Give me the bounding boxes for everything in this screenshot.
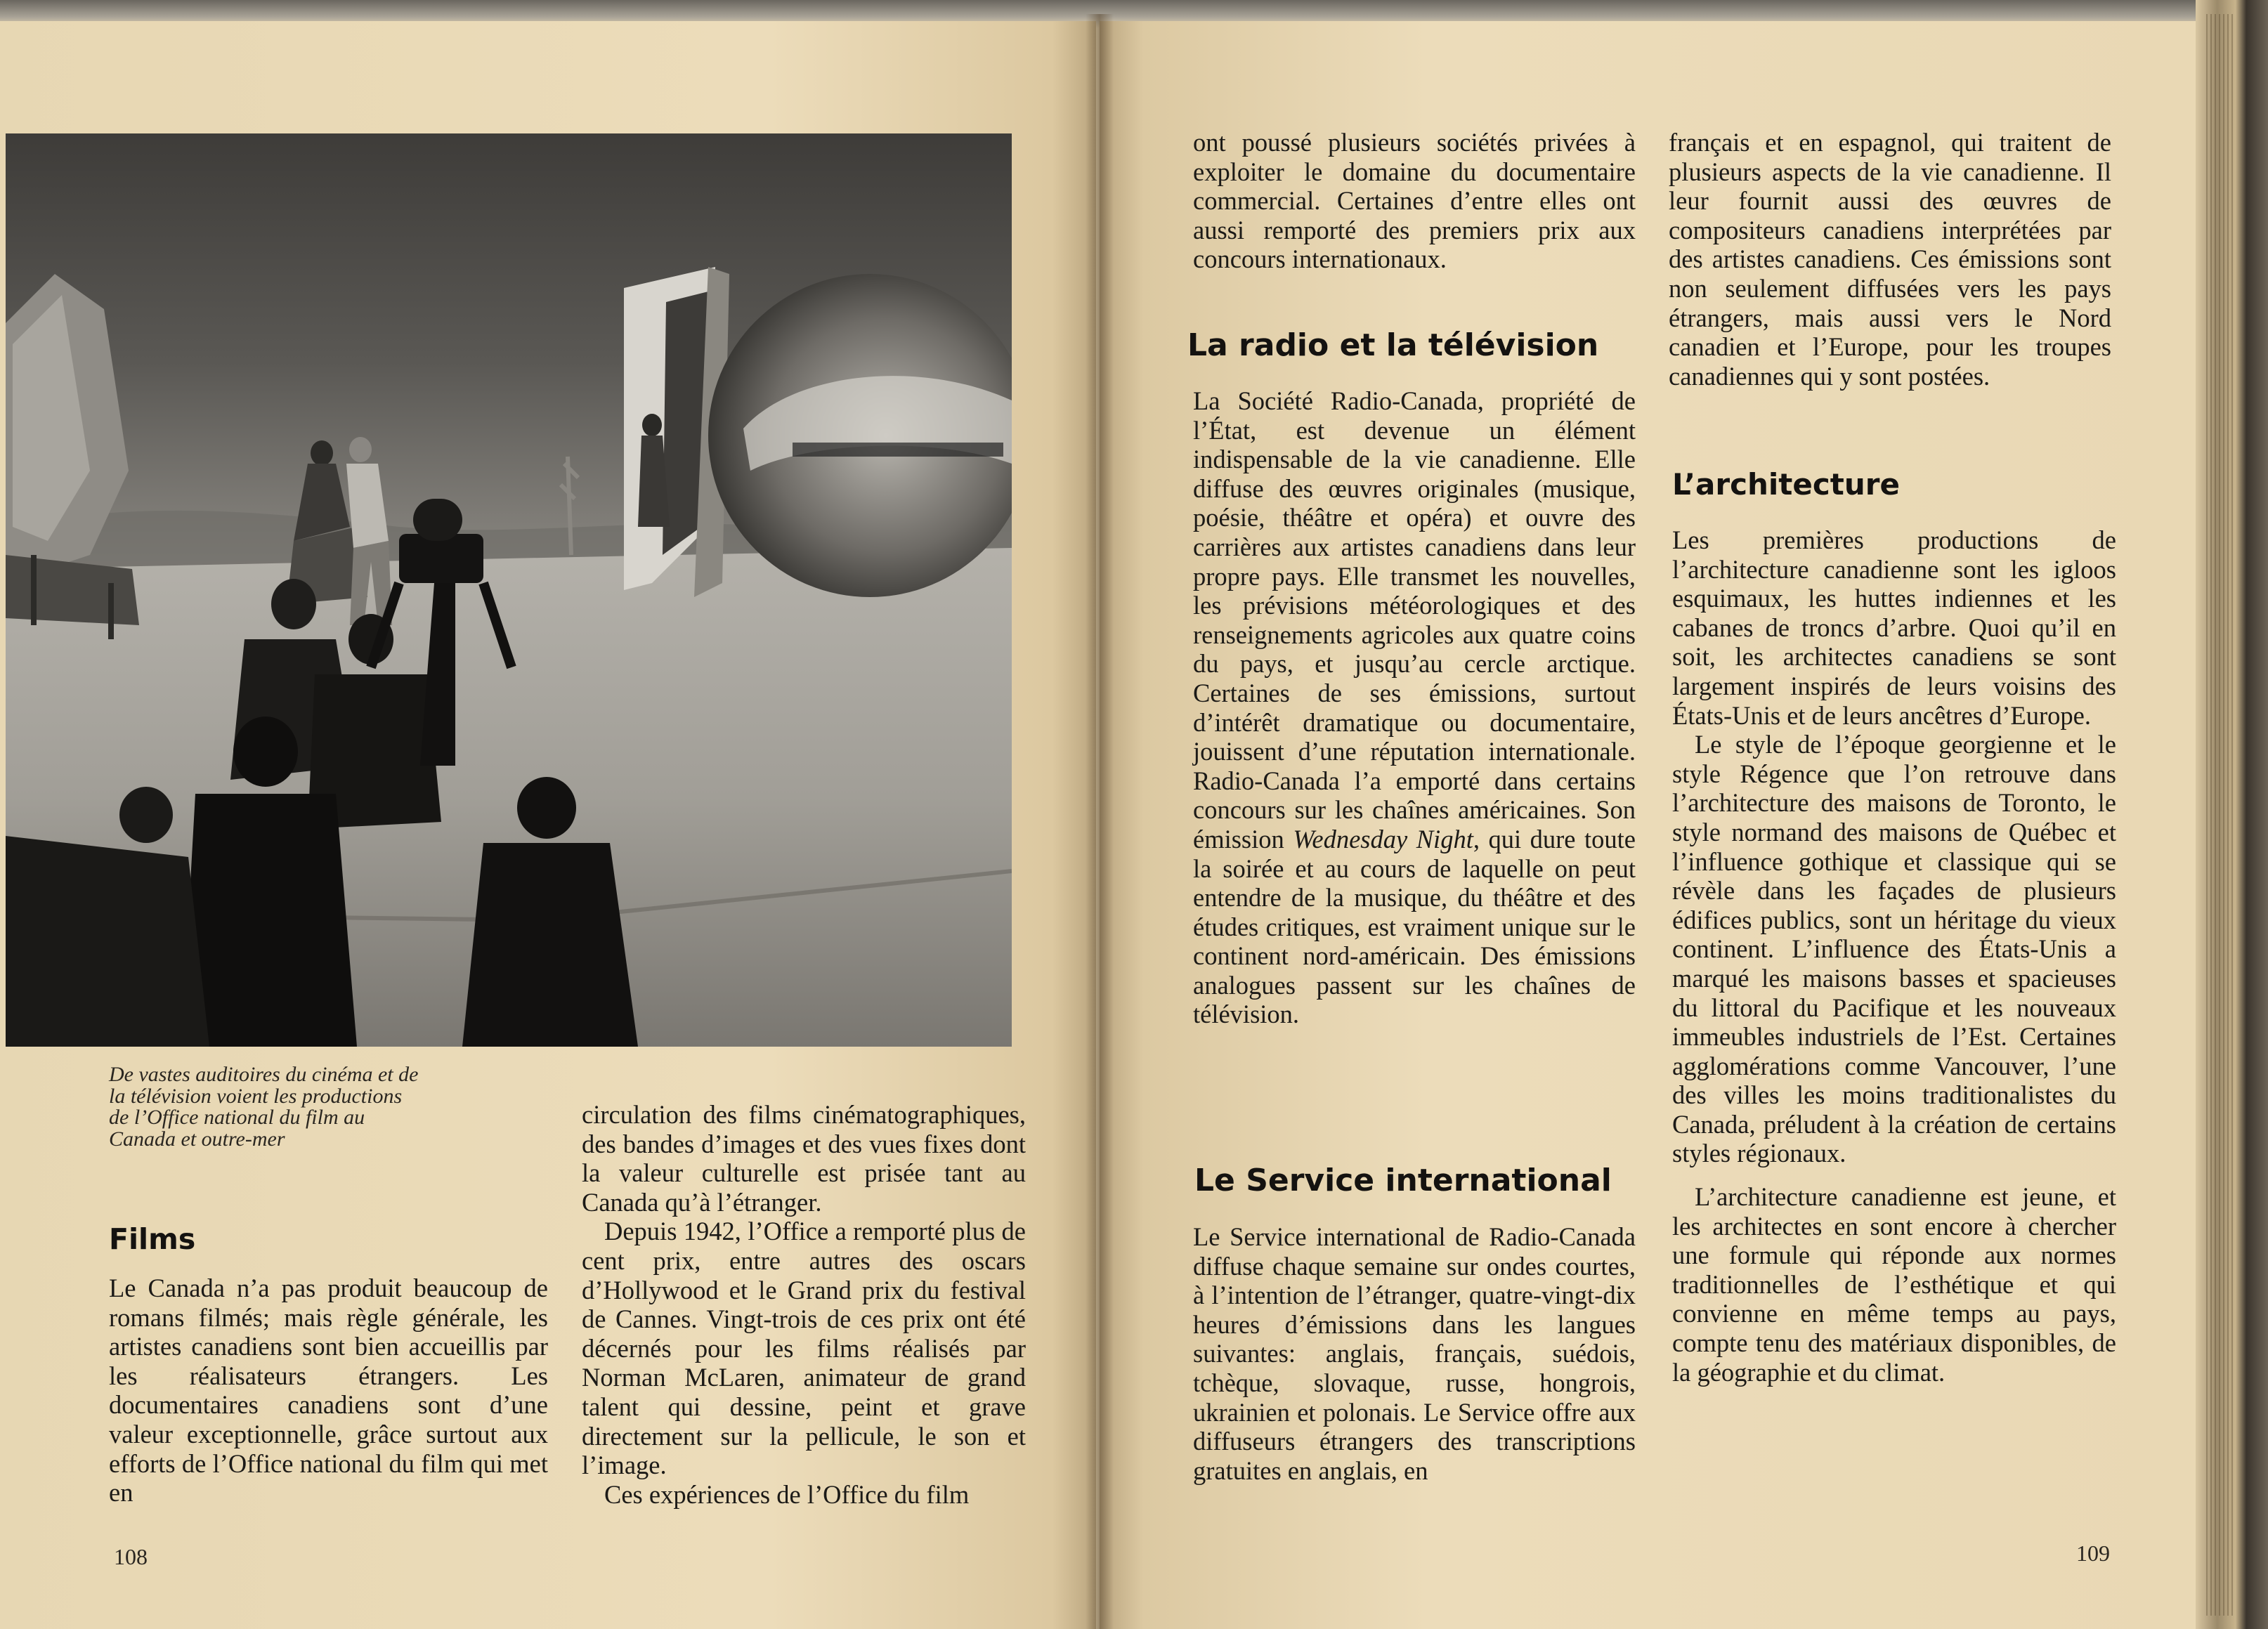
architecture-paragraph-1: Les premières productions de l’architecture canadienne sont les igloos esquimaux, les huttes indiennes et les cabanes de troncs d’arbre. Quoi qu’il en soit, les architectes canadiens se sont largement inspirés de leurs voisins des États-Unis et de leurs ancêtres d’Europe. <box>1672 525 2116 730</box>
architecture-paragraph-3: L’architecture canadienne est jeune, et les architectes en sont encore à chercher une formule qui réponde aux normes traditionnelles de l’esthétique et qui convienne en même temps au pays, compte tenu des matériaux disponibles, de la géographie et du climat. <box>1672 1182 2116 1387</box>
page-number-right: 109 <box>2076 1540 2110 1566</box>
radio-paragraph <box>1193 386 1636 1029</box>
page-number-left: 108 <box>114 1544 148 1569</box>
circulation-paragraph: circulation des films cinématographiques, des bandes d’images et des vues fixes dont la valeur culturelle est prisée tant au Canada qu’à l’étranger. <box>582 1100 1026 1217</box>
architecture-text-column <box>1672 525 2116 1387</box>
documentary-paragraph: ont poussé plusieurs sociétés privées à exploiter le domaine du documentaire commercial. Certaines d’entre elles ont aussi remporté des premiers prix aux concours internationaux. <box>1193 128 1636 274</box>
service-continued-paragraph: français et en espagnol, qui traitent de plusieurs aspects de la vie canadienne. Il leur fournit aussi des œuvres de compositeurs canadiens interprétées par des artistes canadiens. Ces émissions sont non seulement diffusées vers les pays étrangers, mais aussi vers le Nord canadien et l’Europe, pour les troupes canadiennes qui y sont postées. <box>1669 128 2111 391</box>
architecture-paragraph-2: Le style de l’époque georgienne et le style Régence que l’on retrouve dans l’architecture des maisons de Toronto, le style normand des maisons de Québec et l’influence gothique et classique qui se révèle dans les façades de plusieurs édifices publics, sont un héritage du vieux continent. L’influence des États-Unis a marqué les maisons basses et spacieuses du littoral du Pacifique et les nouveaux immeubles industriels de l’Est. Certaines agglomérations comme Vancouver, l’une des villes les moins traditionalistes du Canada, préludent à la création de certains styles régionaux. <box>1672 730 2116 1168</box>
prizes-paragraph: Depuis 1942, l’Office a remporté plus de cent prix, entre autres des oscars d’Hollywood et le Grand prix du festival de Cannes. Vingt-trois de ces prix ont été décernés pour les films réalisés par Norman McLaren, animateur de grand talent qui dessine, peint et grave directement sur la pellicule, le son et l’image. <box>582 1217 1026 1480</box>
radio-heading: La radio et la télévision <box>1187 327 1599 363</box>
right-page-intro-column <box>1193 128 1636 274</box>
films-text-column <box>109 1274 548 1507</box>
radio-text-a: La Société Radio-Canada, propriété de l’État, est devenue un élément indispensable de la vie canadienne. Elle diffuse des œuvres originales (musique, poésie, théâtre et opéra) et ouvre des carrières aux artistes canadiens dans leur propre pays. Elle transmet les nouvelles, les prévisions météorologiques et des renseignements agricoles aux quatre coins du pays, et jusqu’au cercle arctique. Certaines de ses émissions, surtout d’intérêt dramatique ou documentaire, jouissent d’une réputation internationale. Radio-Canada l’a emporté dans certains concours sur les chaînes américaines. Son émission <box>1193 386 1636 853</box>
service-heading: Le Service international <box>1194 1163 1612 1198</box>
radio-text-column <box>1193 386 1636 1029</box>
right-page-column-2 <box>1669 128 2111 391</box>
wednesday-night-title: Wednesday Night <box>1293 824 1473 853</box>
page-stack-lines <box>2206 14 2234 1616</box>
architecture-heading: L’architecture <box>1672 467 1900 502</box>
film-set-photo <box>6 133 1012 1047</box>
radio-text-b: , qui dure toute la soirée et au cours de laquelle on peut entendre de la musique, du théâtre et des études critiques, est vraiment unique sur le continent nord-américain. Des émissions analogues passent sur les chaînes de télévision. <box>1193 824 1636 1029</box>
films-heading: Films <box>109 1222 196 1256</box>
left-page-column-2 <box>582 1100 1026 1509</box>
service-paragraph: Le Service international de Radio-Canada diffuse chaque semaine sur ondes courtes, à l’intention de l’étranger, quatre-vingt-dix heures d’émissions dans les langues suivantes: anglais, français, suédois, tchèque, slovaque, russe, hongrois, ukrainien et polonais. Le Service offre aux diffuseurs étrangers des transcriptions gratuites en anglais, en <box>1193 1222 1636 1485</box>
film-set-illustration <box>6 133 1012 1047</box>
experiences-paragraph: Ces expériences de l’Office du film <box>604 1479 970 1509</box>
book-gutter <box>1086 14 1114 1629</box>
service-text-column <box>1193 1222 1636 1485</box>
films-paragraph: Le Canada n’a pas produit beaucoup de romans filmés; mais règle générale, les artistes canadiens sont bien accueillis par les réalisateurs étrangers. Les documentaires canadiens sont d’une valeur exceptionnelle, grâce surtout aux efforts de l’Office national du film qui met en <box>109 1274 548 1507</box>
photo-caption: De vastes auditoires du cinéma et de la télévision voient les productions de l’Office national du film au Canada et outre-mer <box>109 1063 419 1151</box>
